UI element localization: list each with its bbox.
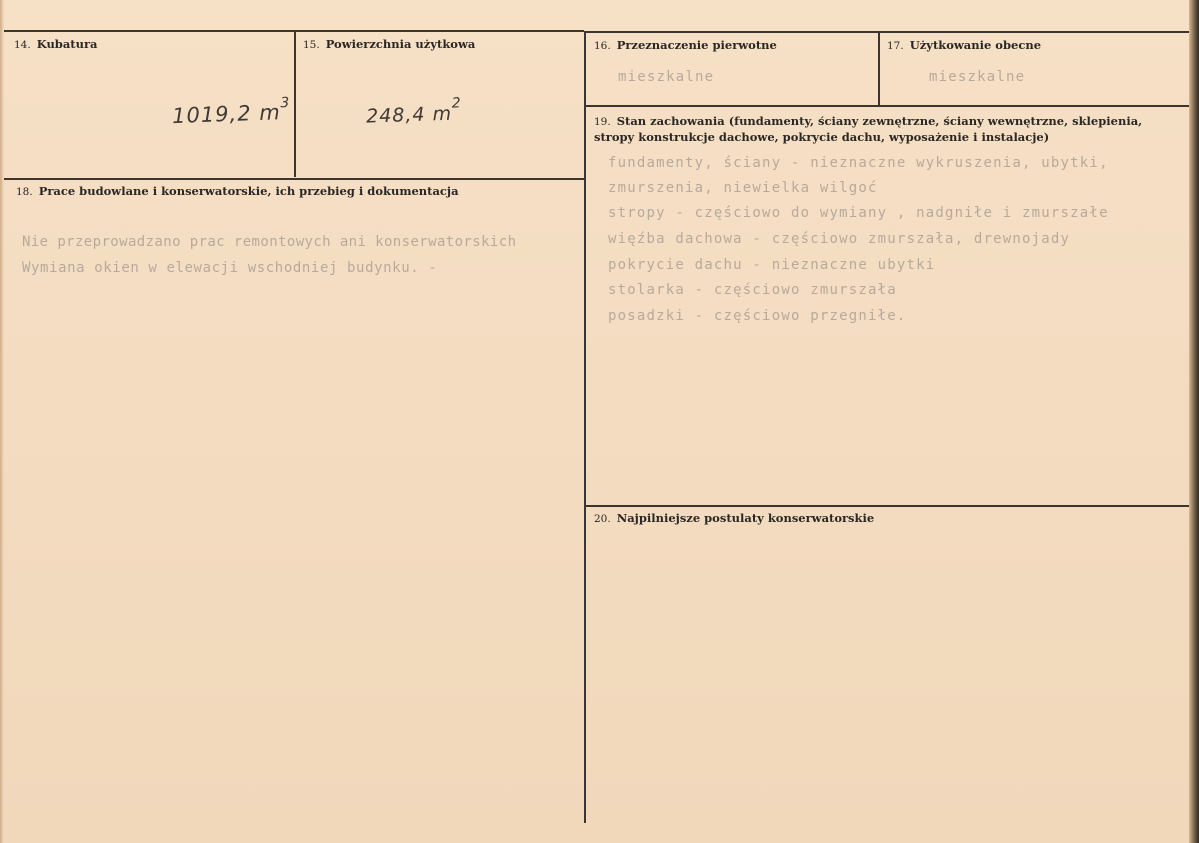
field-19-line: fundamenty, ściany - nieznaczne wykruszenia, ubytki, [608, 155, 1109, 171]
rule-under-14-15 [4, 178, 584, 180]
rule-above-20 [586, 505, 1189, 507]
field-19-line: zmurszenia, niewielka wilgoć [608, 180, 878, 196]
field-14-label: 14. Kubatura [14, 37, 98, 51]
field-20-label: 20. Najpilniejsze postulaty konserwatorskie [594, 511, 875, 525]
divider-16-17 [878, 32, 880, 105]
top-rule-right [586, 31, 1189, 33]
field-19-line: posadzki - częściowo przegniłe. [608, 308, 907, 324]
field-17-value: mieszkalne [929, 69, 1026, 85]
field-16-value: mieszkalne [618, 69, 715, 85]
field-19-line: więźba dachowa - częściowo zmurszała, drewnojady [608, 231, 1071, 247]
rule-under-16-17 [586, 105, 1189, 107]
divider-14-15 [294, 31, 296, 177]
field-19-line: stolarka - częściowo zmurszała [608, 282, 897, 298]
field-15-label: 15. Powierzchnia użytkowa [303, 37, 476, 51]
field-19-line: pokrycie dachu - nieznaczne ubytki [608, 257, 936, 273]
field-18-label: 18. Prace budowlane i konserwatorskie, ich przebieg i dokumentacja [16, 184, 459, 198]
field-19-label: 19. Stan zachowania (fundamenty, ściany zewnętrzne, ściany wewnętrzne, sklepienia, stropy konstrukcje dachowe, pokrycie dachu, wyposażenie i instalacje) [594, 114, 1143, 144]
divider-center [584, 31, 586, 823]
field-14-value: 1019,2 $m^3$ [171, 94, 291, 129]
field-19-line: stropy - częściowo do wymiany , nadgniłe i zmurszałe [608, 205, 1109, 221]
card-right-edge [1189, 0, 1199, 843]
field-16-label: 16. Przeznaczenie pierwotne [594, 38, 777, 52]
field-18-line: Wymiana okien w elewacji wschodniej budynku. - [22, 260, 438, 276]
field-18-line: Nie przeprowadzano prac remontowych ani konserwatorskich [22, 234, 517, 250]
field-17-label: 17. Użytkowanie obecne [887, 38, 1042, 52]
field-15-value: 248,4 $m^2$ [365, 95, 462, 128]
card-left-edge [0, 0, 4, 843]
